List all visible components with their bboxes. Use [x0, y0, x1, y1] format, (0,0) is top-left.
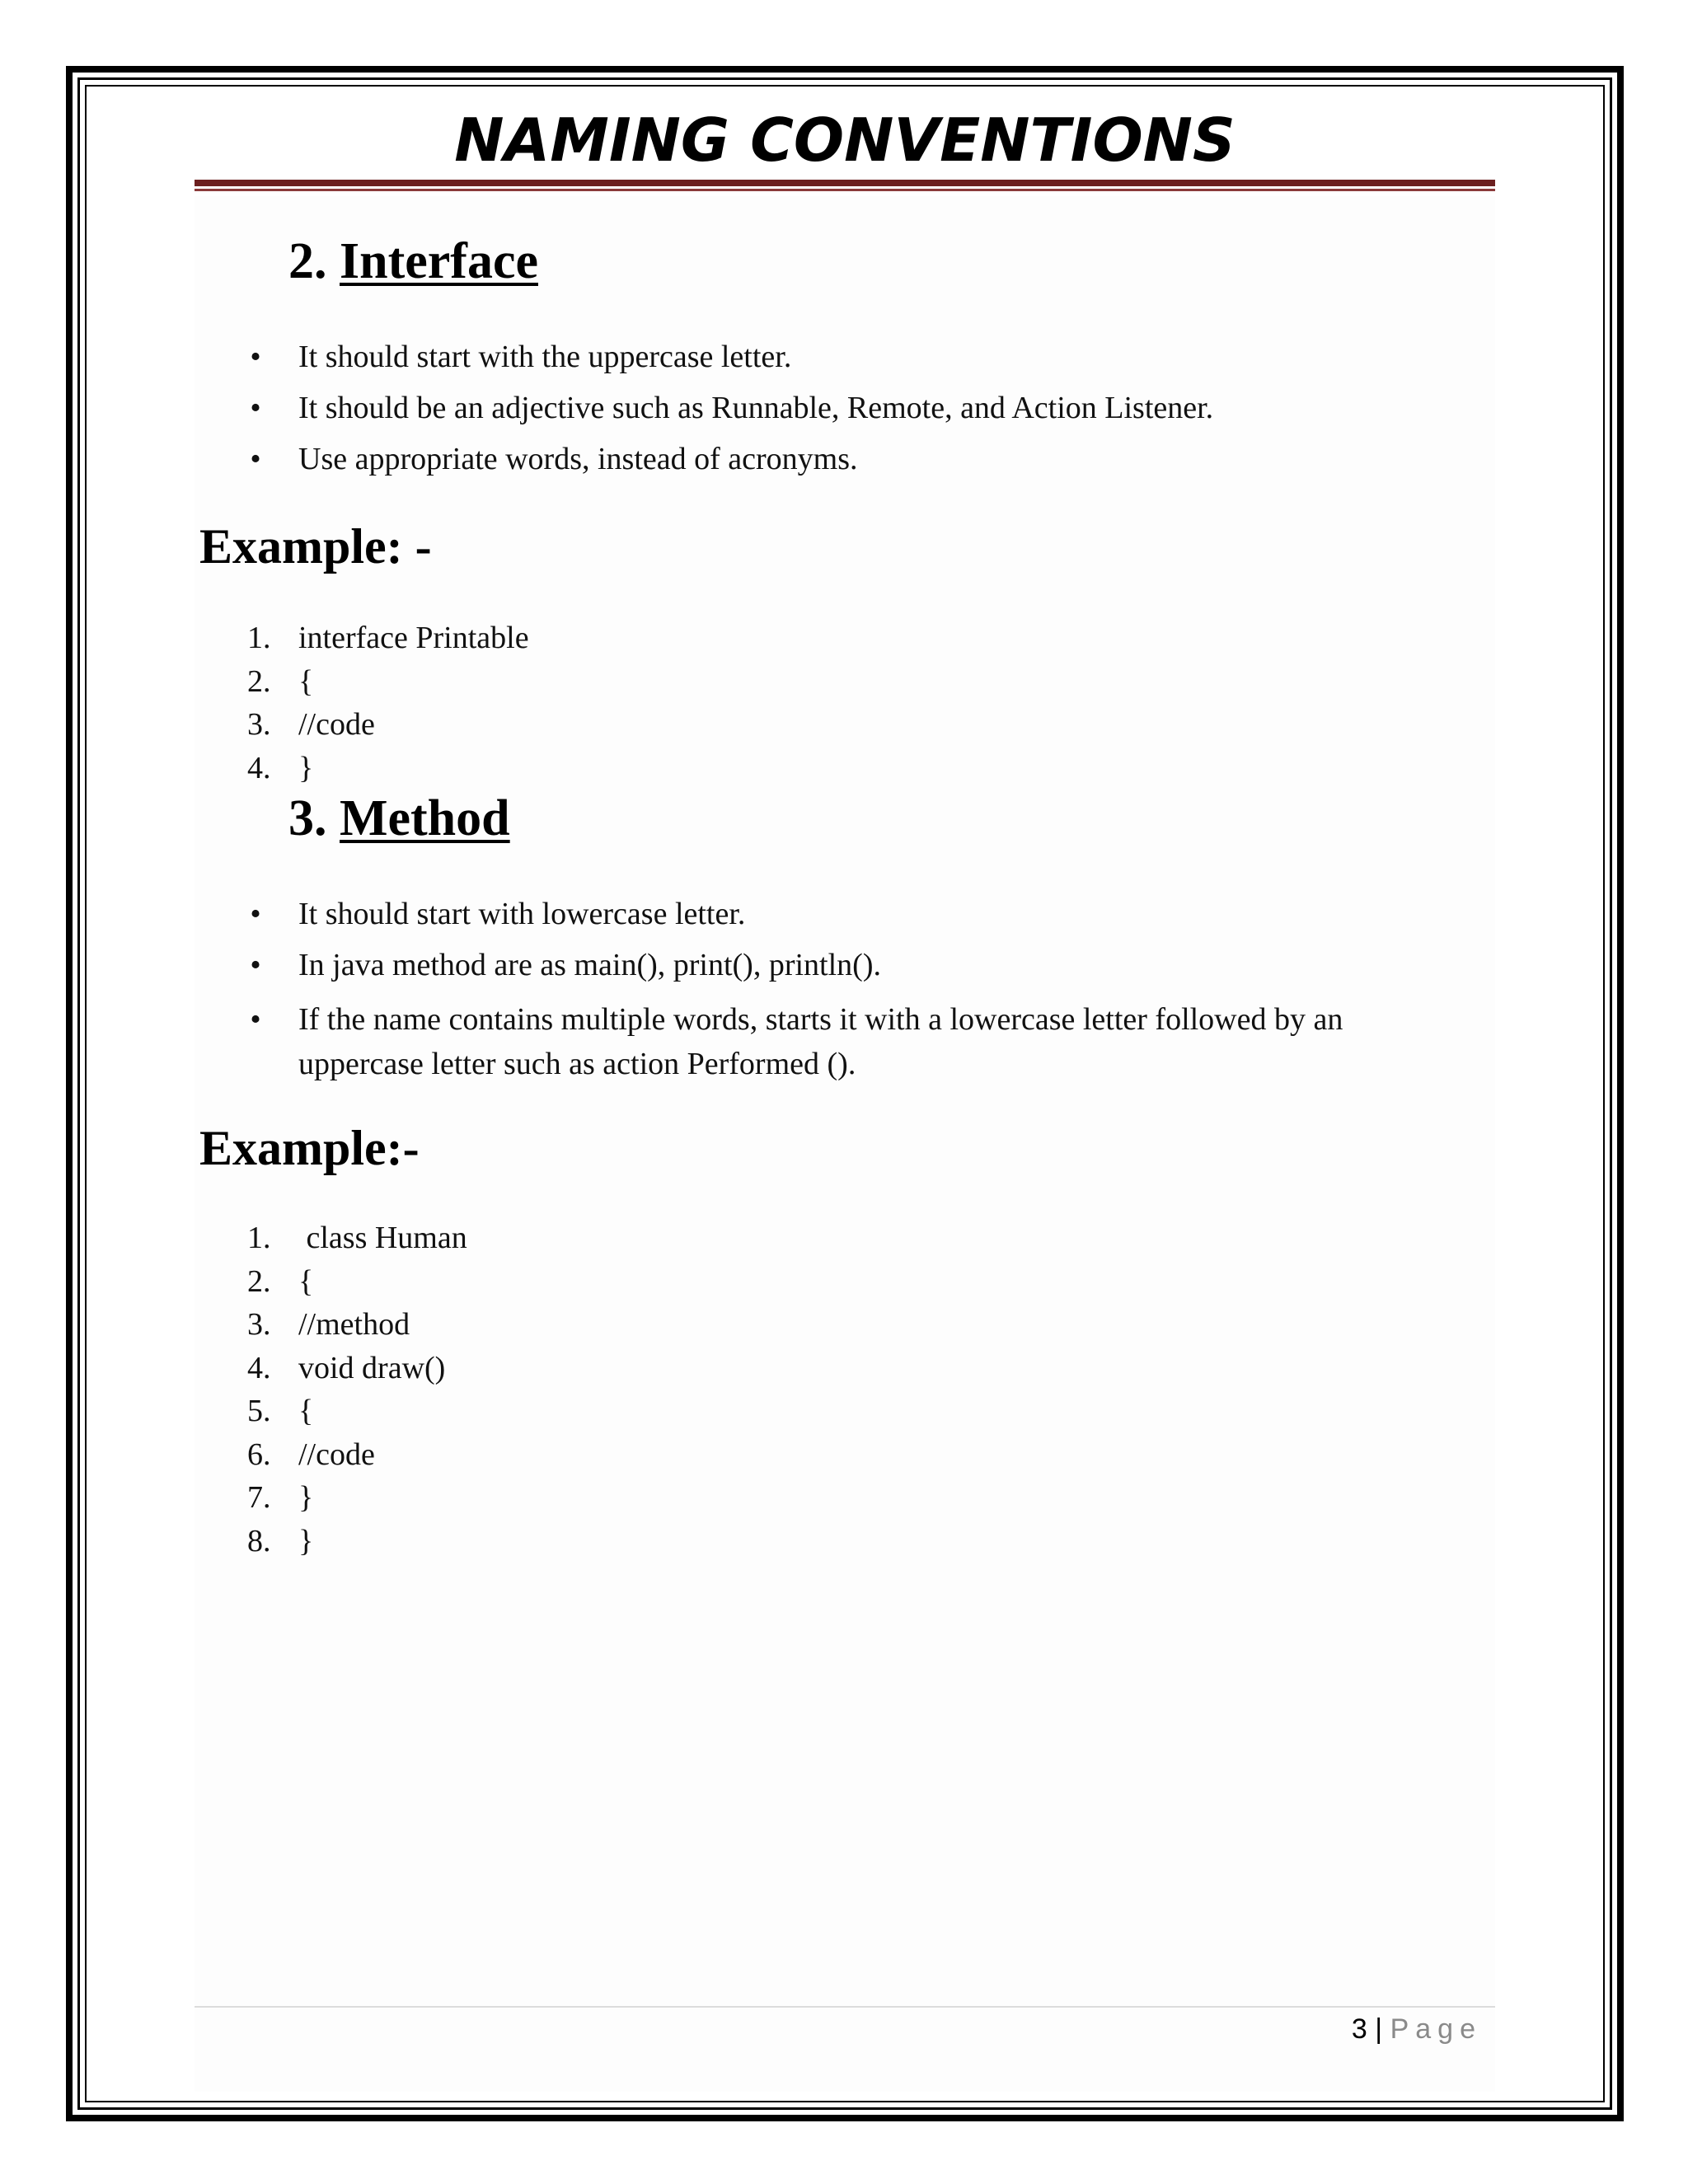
code-line: 1. class Human	[247, 1221, 467, 1255]
bullet-icon: •	[250, 391, 261, 425]
code-line: 2. {	[247, 663, 314, 699]
list-item: • It should start with the uppercase letter.	[247, 331, 1213, 382]
page-label: Page	[1390, 2013, 1482, 2045]
bullet-icon: •	[250, 340, 261, 374]
code-line: 7. }	[247, 1480, 314, 1515]
example-heading: Example: -	[199, 519, 432, 574]
bullet-icon: •	[250, 948, 261, 982]
section-heading-method	[288, 790, 510, 847]
code-line: 1. interface Printable	[247, 621, 529, 655]
interface-rules-list	[247, 331, 1213, 485]
section-title: Method	[340, 790, 510, 846]
section-title: Interface	[340, 233, 538, 289]
bullet-icon: •	[250, 442, 261, 476]
page-title: NAMING CONVENTIONS	[454, 105, 1236, 175]
list-item: • If the name contains multiple words, starts it with a lowercase letter followed by an uppercase letter such as action Performed ().	[247, 997, 1418, 1086]
bullet-icon: •	[250, 897, 261, 931]
list-item: • It should start with lowercase letter.	[247, 888, 1418, 940]
code-line: 3. //method	[247, 1307, 410, 1342]
section-number: 3.	[288, 790, 327, 846]
list-item: • In java method are as main(), print(), println().	[247, 940, 1418, 991]
section-heading-interface	[288, 232, 538, 290]
list-item: • It should be an adjective such as Runnable, Remote, and Action Listener.	[247, 382, 1213, 434]
footer-separator: |	[1375, 2013, 1383, 2045]
header-rule-thin	[195, 189, 1495, 191]
page-number: 3	[1351, 2013, 1367, 2045]
code-line: 2. {	[247, 1263, 314, 1299]
page-footer	[1352, 2009, 1482, 2049]
section-number: 2.	[288, 233, 327, 289]
list-item: • Use appropriate words, instead of acronyms.	[247, 434, 1213, 485]
interface-code-example	[247, 616, 529, 790]
method-rules-list	[247, 888, 1418, 1086]
code-line: 4. void draw()	[247, 1350, 446, 1385]
header-rule	[195, 180, 1495, 186]
footer-rule	[195, 2006, 1495, 2008]
code-line: 4. }	[247, 750, 314, 785]
code-line: 8. }	[247, 1523, 314, 1558]
example-heading: Example:-	[199, 1121, 420, 1175]
code-line: 6. //code	[247, 1436, 375, 1472]
bullet-icon: •	[250, 1002, 261, 1037]
method-code-example	[247, 1216, 467, 1563]
code-line: 5. {	[247, 1394, 314, 1428]
code-line: 3. //code	[247, 707, 375, 742]
